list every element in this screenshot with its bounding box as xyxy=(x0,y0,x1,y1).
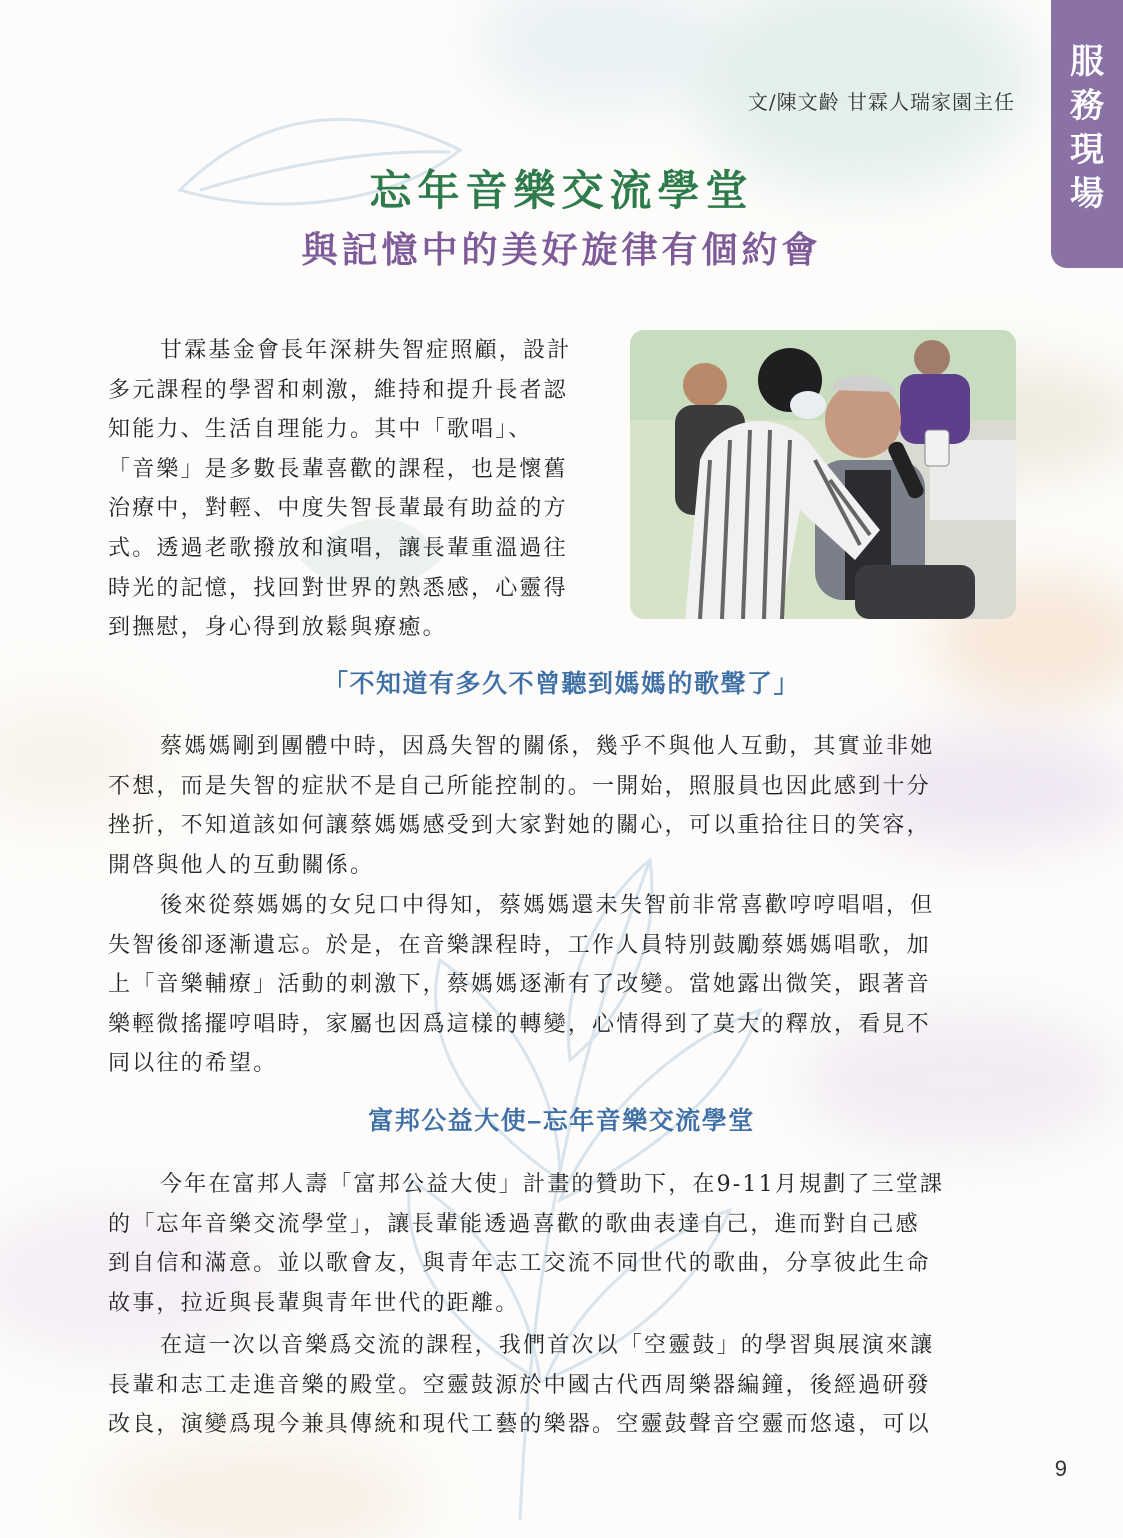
text-line: 上「音樂輔療」活動的刺激下，蔡媽媽逐漸有了改變。當她露出微笑，跟著音 xyxy=(108,972,931,998)
activity-photo xyxy=(630,330,1016,619)
body-paragraph xyxy=(108,1326,1018,1445)
text-line: 多元課程的學習和刺激，維持和提升長者認 xyxy=(108,377,568,403)
text-line: 「音樂」是多數長輩喜歡的課程，也是懷舊 xyxy=(108,456,568,482)
text-line: 不想，而是失智的症狀不是自己所能控制的。一開始，照服員也因此感到十分 xyxy=(108,773,931,799)
text-line: 故事，拉近與長輩與青年世代的距離。 xyxy=(108,1290,520,1316)
text-line: 蔡媽媽剛到團體中時，因爲失智的關係，幾乎不與他人互動，其實並非她 xyxy=(160,734,935,759)
text-line: 在這一次以音樂爲交流的課程，我們首次以「空靈鼓」的學習與展演來讓 xyxy=(160,1333,935,1358)
section-tab-char: 場 xyxy=(1070,174,1104,214)
text-line: 知能力、生活自理能力。其中「歌唱」、 xyxy=(108,417,533,443)
page-number: 9 xyxy=(1054,1456,1067,1481)
text-line: 長輩和志工走進音樂的殿堂。空靈鼓源於中國古代西周樂器編鐘，後經過研發 xyxy=(108,1372,931,1398)
article-title: 忘年音樂交流學堂 xyxy=(369,166,754,215)
text-line: 到撫慰，身心得到放鬆與療癒。 xyxy=(108,615,447,641)
section-tab-char: 務 xyxy=(1070,86,1104,126)
body-paragraph xyxy=(108,727,1018,885)
text-line: 挫折，不知道該如何讓蔡媽媽感受到大家對她的關心，可以重拾往日的笑容， xyxy=(108,813,931,839)
body-paragraph xyxy=(108,1165,1018,1323)
text-line: 後來從蔡媽媽的女兒口中得知，蔡媽媽還未失智前非常喜歡哼哼唱唱，但 xyxy=(160,893,935,918)
text-line: 樂輕微搖擺哼唱時，家屬也因爲這樣的轉變，心情得到了莫大的釋放，看見不 xyxy=(108,1011,931,1037)
author-byline: 文/陳文齡 甘霖人瑞家園主任 xyxy=(747,90,1015,114)
section-heading: 富邦公益大使–忘年音樂交流學堂 xyxy=(368,1107,755,1135)
intro-paragraph xyxy=(108,331,608,648)
section-tab-char: 服 xyxy=(1070,42,1104,82)
text-line: 甘霖基金會長年深耕失智症照顧，設計 xyxy=(160,338,572,363)
section-heading: 「不知道有多久不曾聽到媽媽的歌聲了」 xyxy=(322,670,800,698)
text-line: 失智後卻逐漸遺忘。於是，在音樂課程時，工作人員特別鼓勵蔡媽媽唱歌，加 xyxy=(108,932,931,958)
text-line: 時光的記憶，找回對世界的熟悉感，心靈得 xyxy=(108,575,568,601)
text-line: 的「忘年音樂交流學堂」，讓長輩能透過喜歡的歌曲表達自己，進而對自己感 xyxy=(108,1211,920,1237)
text-line: 式。透過老歌撥放和演唱，讓長輩重溫過往 xyxy=(108,535,568,561)
text-line: 開啓與他人的互動關係。 xyxy=(108,852,375,878)
text-line: 改良，演變爲現今兼具傳統和現代工藝的樂器。空靈鼓聲音空靈而悠遠，可以 xyxy=(108,1412,931,1438)
text-line: 同以往的希望。 xyxy=(108,1051,278,1077)
body-paragraph xyxy=(108,886,1018,1084)
text-line: 治療中，對輕、中度失智長輩最有助益的方 xyxy=(108,496,568,522)
text-line: 今年在富邦人壽「富邦公益大使」計畫的贊助下，在9-11月規劃了三堂課 xyxy=(160,1172,945,1197)
article-subtitle: 與記憶中的美好旋律有個約會 xyxy=(301,229,822,271)
text-line: 到自信和滿意。並以歌會友，與青年志工交流不同世代的歌曲，分享彼此生命 xyxy=(108,1251,931,1277)
section-tab-char: 現 xyxy=(1070,130,1104,170)
